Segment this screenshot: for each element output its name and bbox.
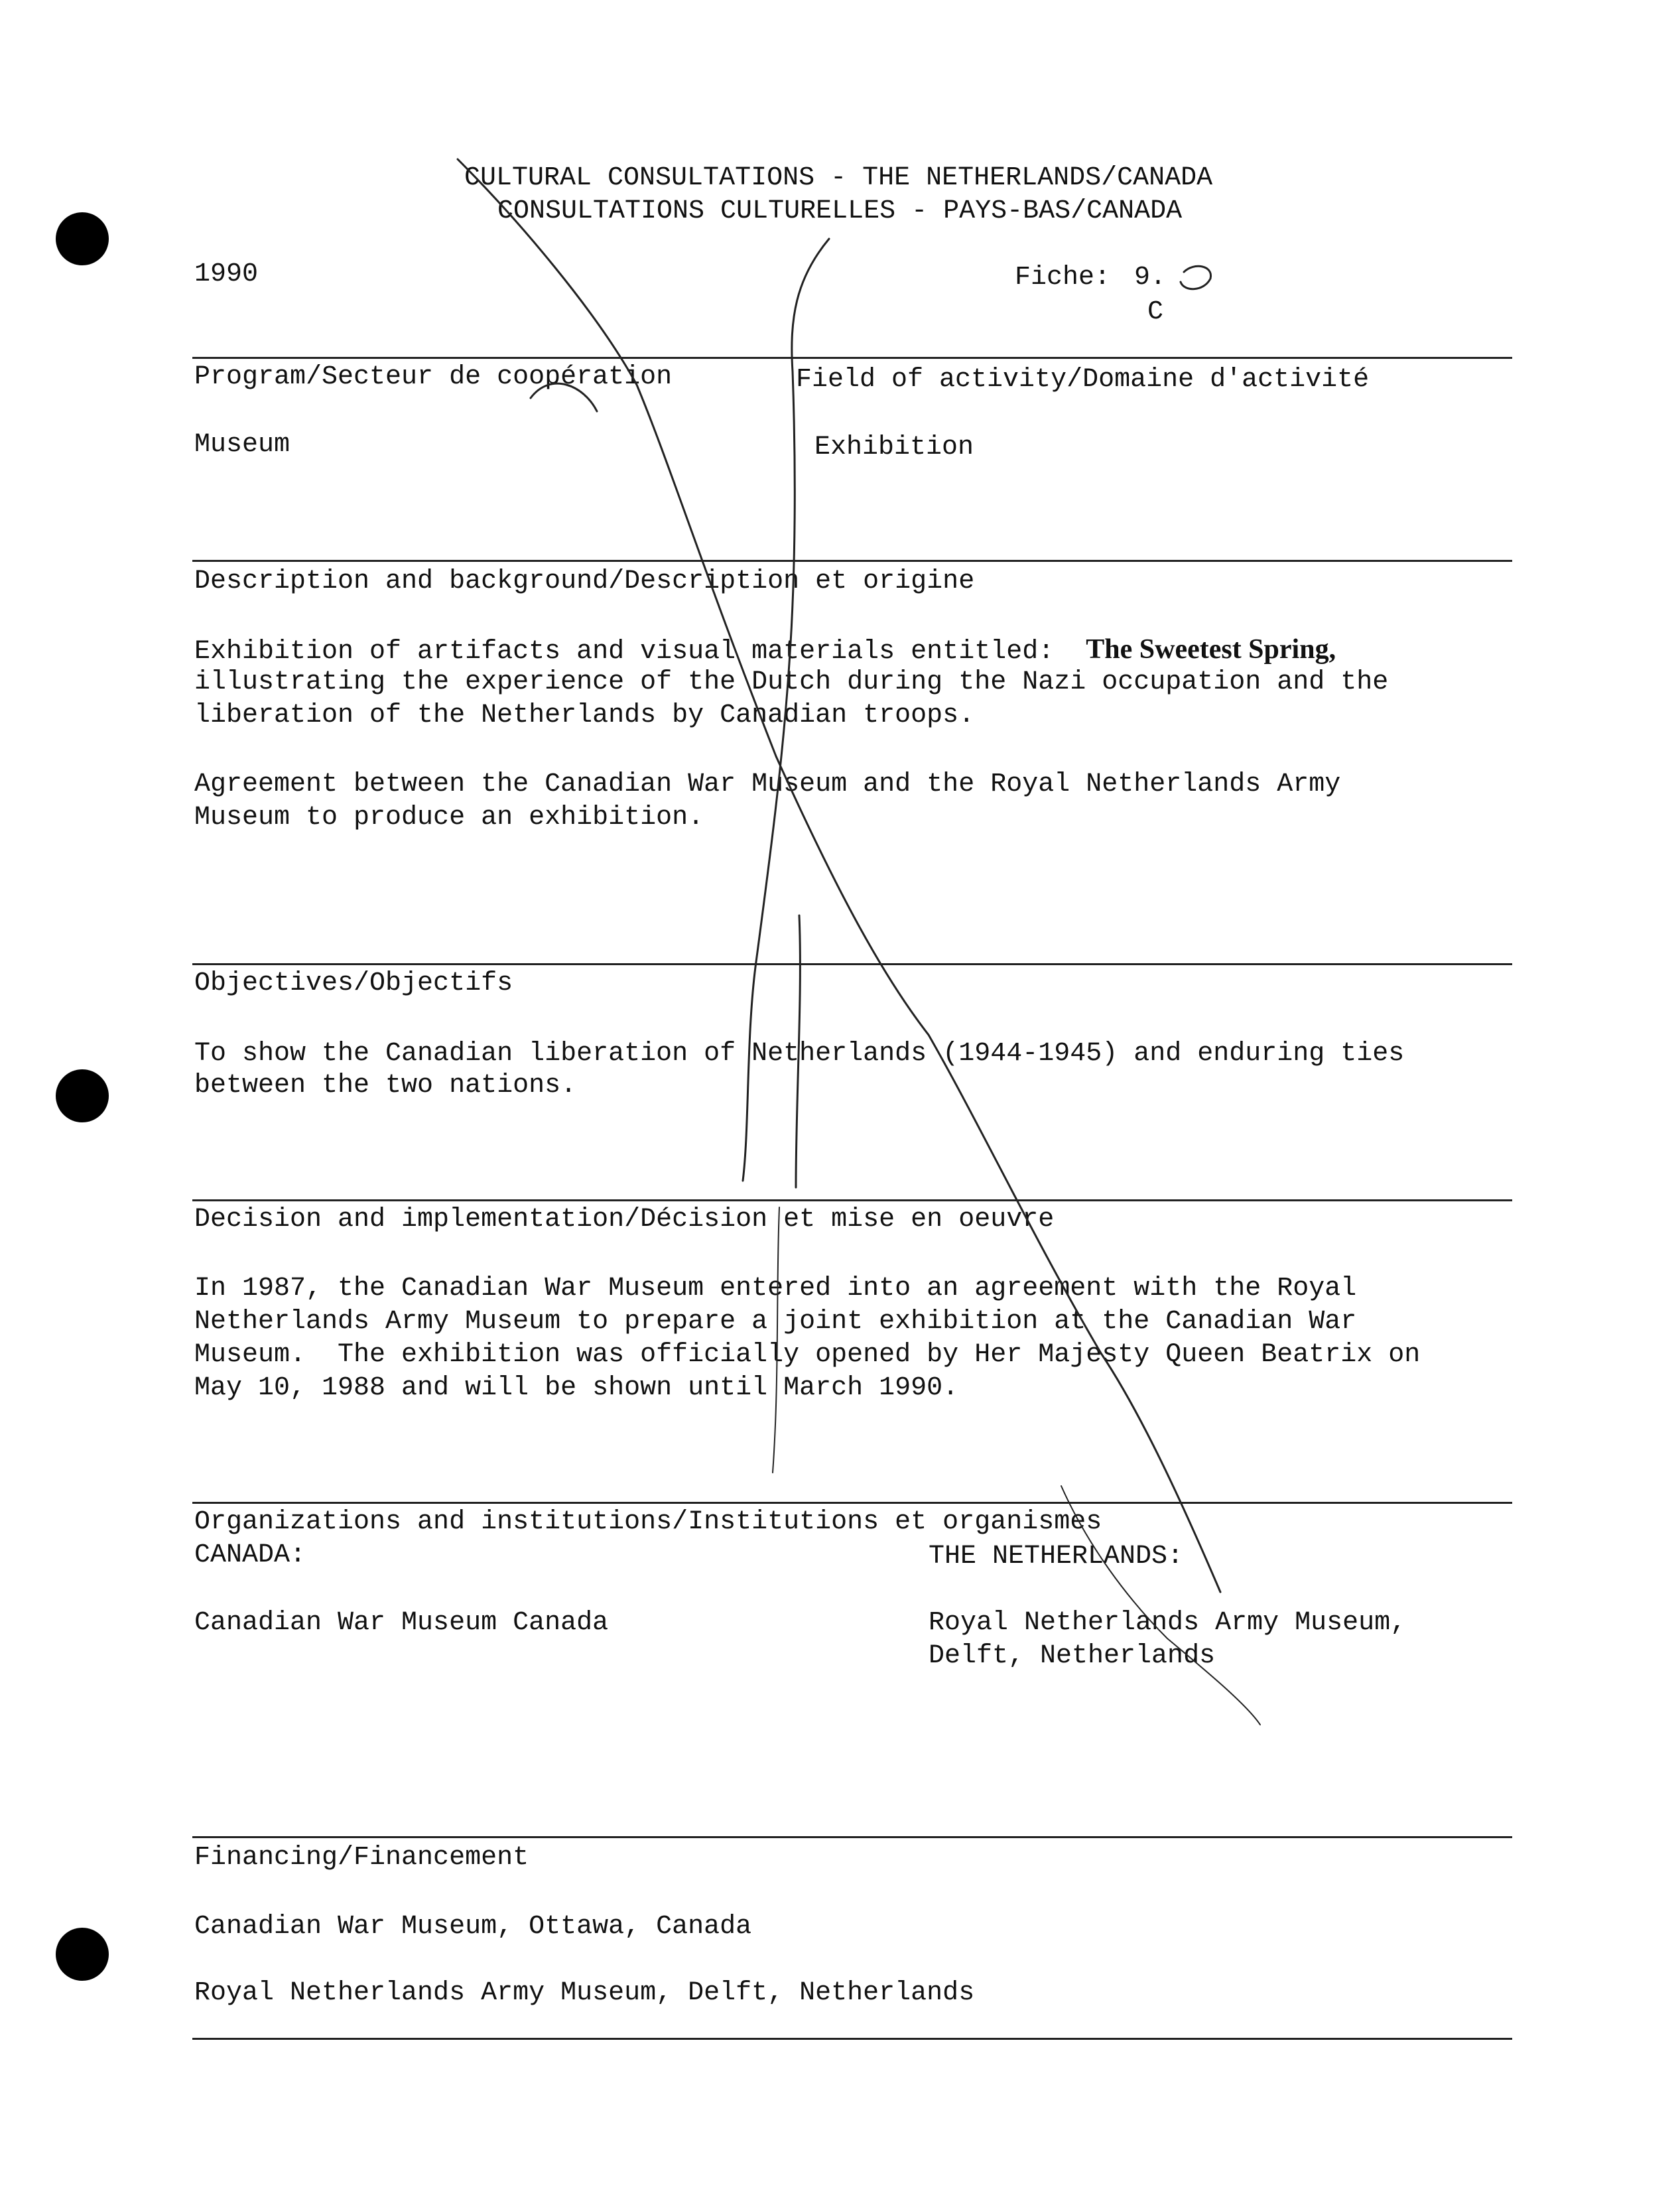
decision-line: In 1987, the Canadian War Museum entered into an agreement with the Royal [194,1274,1357,1303]
fiche-number: 9. [1134,263,1167,293]
fiche-letter: C [1147,297,1164,327]
pen-stroke-vertical [743,239,829,1181]
field-value: Exhibition [814,433,974,462]
netherlands-label: THE NETHERLANDS: [929,1542,1184,1571]
pen-stroke-loop [531,383,597,411]
program-label: Program/Secteur de coopération [194,362,673,392]
objectives-line: between the two nations. [194,1071,577,1101]
fiche-label: Fiche: [1015,263,1111,293]
decision-line: Netherlands Army Museum to prepare a joint exhibition at the Canadian War [194,1307,1357,1337]
objectives-label: Objectives/Objectifs [194,968,513,998]
title-english: CULTURAL CONSULTATIONS - THE NETHERLANDS/CANADA [464,163,1213,193]
program-value: Museum [194,430,291,460]
objectives-line: To show the Canadian liberation of Netherlands (1944-1945) and enduring ties [194,1039,1405,1069]
field-label: Field of activity/Domaine d'activité [796,365,1370,395]
decision-line: Museum. The exhibition was officially opened by Her Majesty Queen Beatrix on [194,1340,1421,1370]
canada-organization: Canadian War Museum Canada [194,1608,609,1638]
description-text: Exhibition of artifacts and visual materials entitled: [194,637,1055,667]
pen-stroke-long-diagonal [458,159,1220,1592]
pen-stroke-lower [773,1207,779,1473]
decision-line: May 10, 1988 and will be shown until March 1990. [194,1373,959,1403]
title-french: CONSULTATIONS CULTURELLES - PAYS-BAS/CANADA [497,196,1183,226]
financing-label: Financing/Financement [194,1843,529,1873]
pen-stroke-vertical-thin [796,915,800,1187]
financing-line: Royal Netherlands Army Museum, Delft, Netherlands [194,1978,975,2008]
canada-label: CANADA: [194,1540,306,1570]
financing-line: Canadian War Museum, Ottawa, Canada [194,1912,752,1942]
organizations-label: Organizations and institutions/Institutions et organismes [194,1507,1102,1537]
decision-label: Decision and implementation/Décision et mise en oeuvre [194,1205,1055,1235]
description-line: Agreement between the Canadian War Museum and the Royal Netherlands Army [194,769,1341,799]
description-line: liberation of the Netherlands by Canadian troops. [194,701,975,730]
exhibition-title: The Sweetest Spring, [1086,634,1336,665]
netherlands-organization: Royal Netherlands Army Museum, [929,1608,1407,1638]
description-line: Museum to produce an exhibition. [194,803,704,833]
description-line: illustrating the experience of the Dutch during the Nazi occupation and the [194,667,1389,697]
year: 1990 [194,259,259,289]
netherlands-organization-location: Delft, Netherlands [929,1641,1216,1671]
pen-stroke-right [1061,1486,1260,1725]
description-label: Description and background/Description et origine [194,567,975,596]
pen-stroke-fiche [1181,266,1211,289]
